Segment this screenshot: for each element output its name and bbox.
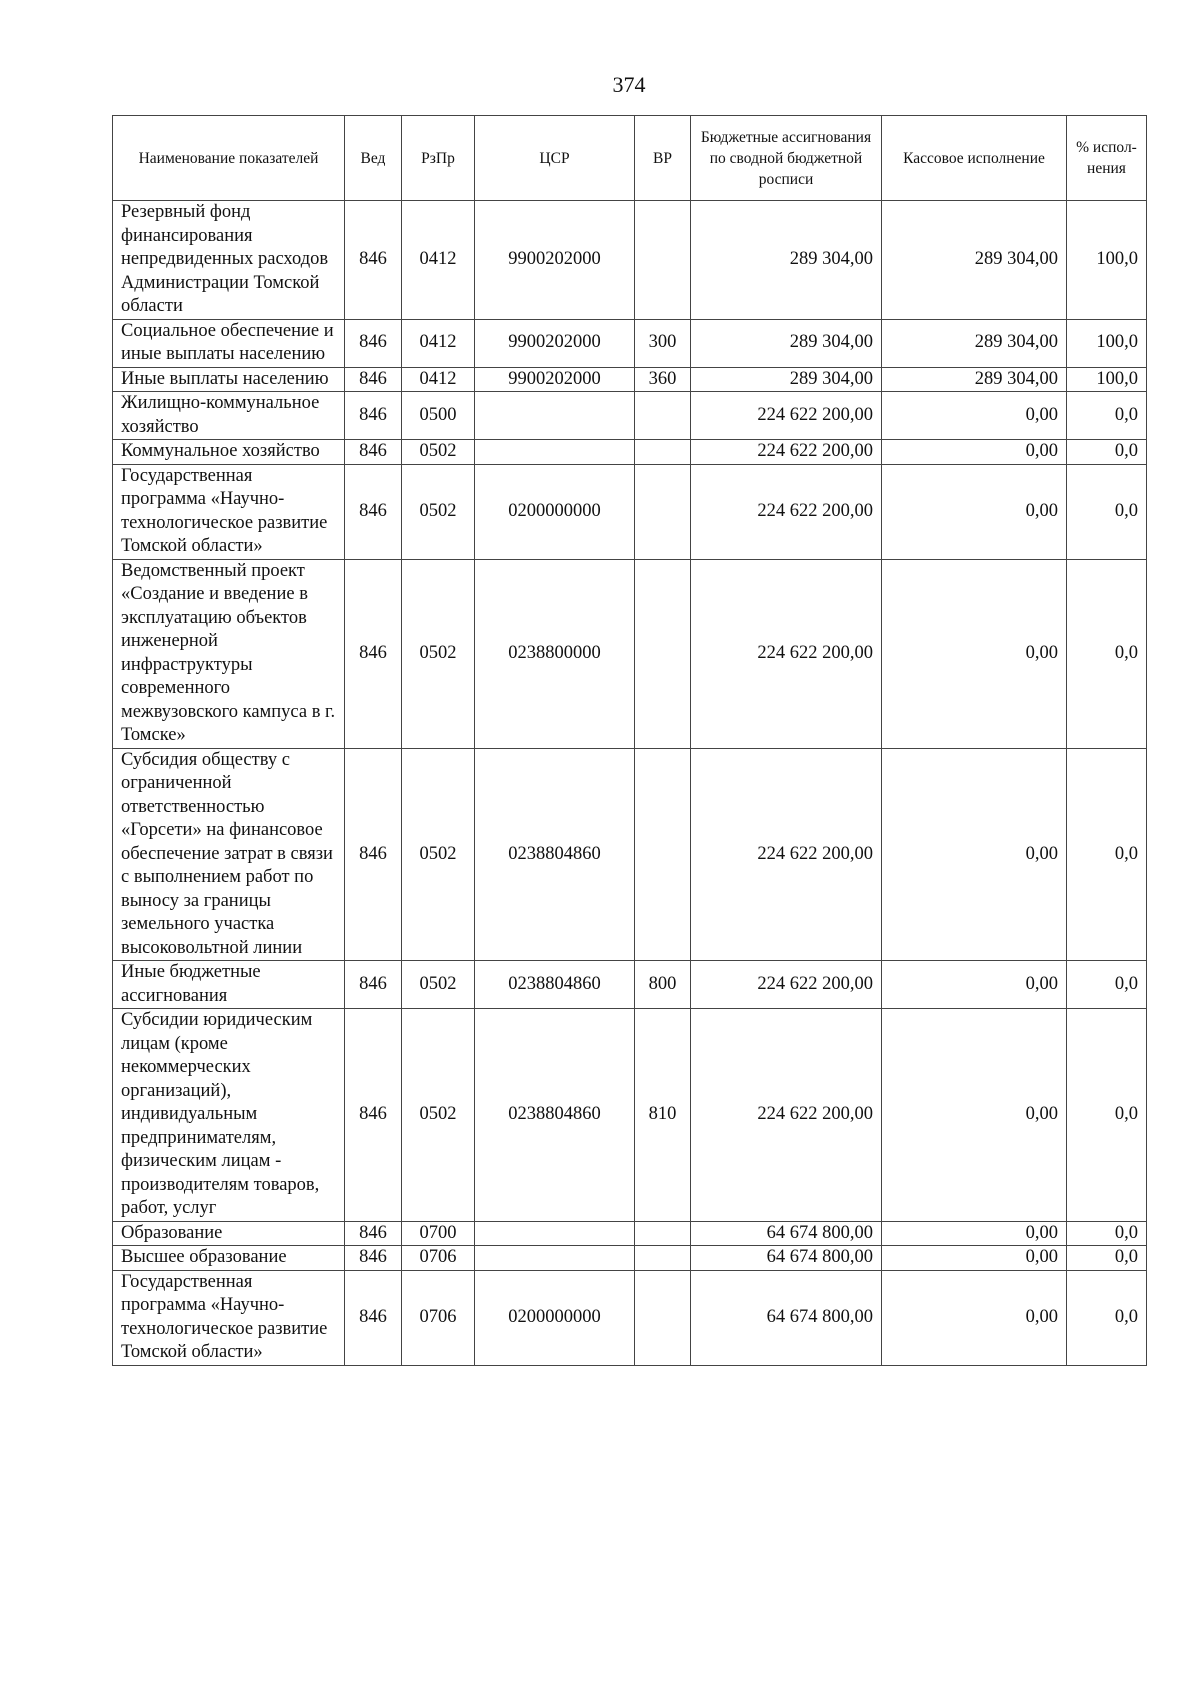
row-csr	[475, 392, 635, 440]
table-row	[113, 367, 1147, 392]
row-executed: 0,00	[882, 440, 1067, 465]
row-rzpr: 0412	[402, 201, 475, 320]
row-name: Государственная программа «Научно-технологическое развитие Томской области»	[113, 1270, 345, 1365]
row-allocation: 224 622 200,00	[691, 1009, 882, 1222]
table-header-row	[113, 116, 1147, 201]
row-vr	[635, 748, 691, 961]
budget-table	[112, 115, 1147, 1366]
header-allocation: Бюджетные ассигнования по сводной бюджетной росписи	[691, 116, 882, 201]
row-ved: 846	[345, 1246, 402, 1271]
header-vr: ВР	[635, 116, 691, 201]
row-ved: 846	[345, 1270, 402, 1365]
row-csr	[475, 1246, 635, 1271]
row-allocation: 64 674 800,00	[691, 1270, 882, 1365]
row-rzpr: 0502	[402, 748, 475, 961]
row-executed: 0,00	[882, 1246, 1067, 1271]
row-name: Государственная программа «Научно-технологическое развитие Томской области»	[113, 464, 345, 559]
row-ved: 846	[345, 367, 402, 392]
row-rzpr: 0500	[402, 392, 475, 440]
table-row	[113, 201, 1147, 320]
row-name: Субсидии юридическим лицам (кроме некоммерческих организаций), индивидуальным предпринимателям, физическим лицам - производителям товаров, работ, услуг	[113, 1009, 345, 1222]
row-name: Резервный фонд финансирования непредвиденных расходов Администрации Томской области	[113, 201, 345, 320]
row-name: Жилищно-коммунальное хозяйство	[113, 392, 345, 440]
row-allocation: 224 622 200,00	[691, 392, 882, 440]
row-executed: 0,00	[882, 559, 1067, 748]
row-csr: 0238800000	[475, 559, 635, 748]
row-name: Ведомственный проект «Создание и введение в эксплуатацию объектов инженерной инфраструктуры современного межвузовского кампуса в г. Томске»	[113, 559, 345, 748]
row-executed: 289 304,00	[882, 201, 1067, 320]
row-rzpr: 0502	[402, 440, 475, 465]
table-row	[113, 319, 1147, 367]
row-csr: 0200000000	[475, 1270, 635, 1365]
row-rzpr: 0706	[402, 1246, 475, 1271]
row-rzpr: 0502	[402, 1009, 475, 1222]
row-vr	[635, 1221, 691, 1246]
page-number: 374	[612, 72, 646, 97]
row-percent: 100,0	[1067, 201, 1147, 320]
table-row	[113, 1246, 1147, 1271]
row-vr	[635, 1246, 691, 1271]
header-name: Наименование показателей	[113, 116, 345, 201]
row-csr: 9900202000	[475, 319, 635, 367]
row-percent: 100,0	[1067, 319, 1147, 367]
row-executed: 289 304,00	[882, 319, 1067, 367]
row-rzpr: 0502	[402, 961, 475, 1009]
row-ved: 846	[345, 392, 402, 440]
row-vr	[635, 559, 691, 748]
row-ved: 846	[345, 201, 402, 320]
row-percent: 0,0	[1067, 1246, 1147, 1271]
table-row	[113, 1270, 1147, 1365]
row-rzpr: 0700	[402, 1221, 475, 1246]
row-vr: 360	[635, 367, 691, 392]
header-csr: ЦСР	[475, 116, 635, 201]
row-csr: 0238804860	[475, 748, 635, 961]
row-csr: 0200000000	[475, 464, 635, 559]
row-allocation: 224 622 200,00	[691, 961, 882, 1009]
row-rzpr: 0412	[402, 319, 475, 367]
row-percent: 0,0	[1067, 1221, 1147, 1246]
row-ved: 846	[345, 464, 402, 559]
table-row	[113, 961, 1147, 1009]
row-executed: 0,00	[882, 1009, 1067, 1222]
row-allocation: 289 304,00	[691, 319, 882, 367]
header-executed: Кассовое исполнение	[882, 116, 1067, 201]
row-name: Образование	[113, 1221, 345, 1246]
row-percent: 100,0	[1067, 367, 1147, 392]
row-name: Коммунальное хозяйство	[113, 440, 345, 465]
row-percent: 0,0	[1067, 464, 1147, 559]
row-allocation: 224 622 200,00	[691, 748, 882, 961]
row-vr	[635, 464, 691, 559]
row-vr: 300	[635, 319, 691, 367]
table-row	[113, 440, 1147, 465]
row-percent: 0,0	[1067, 559, 1147, 748]
row-ved: 846	[345, 1221, 402, 1246]
row-executed: 0,00	[882, 392, 1067, 440]
table-row	[113, 559, 1147, 748]
row-ved: 846	[345, 559, 402, 748]
row-allocation: 289 304,00	[691, 367, 882, 392]
row-percent: 0,0	[1067, 1009, 1147, 1222]
row-percent: 0,0	[1067, 440, 1147, 465]
row-name: Субсидия обществу с ограниченной ответственностью «Горсети» на финансовое обеспечение затрат в связи с выполнением работ по выносу за границы земельного участка высоковольтной линии	[113, 748, 345, 961]
table-row	[113, 1221, 1147, 1246]
row-rzpr: 0502	[402, 464, 475, 559]
row-ved: 846	[345, 748, 402, 961]
row-vr	[635, 201, 691, 320]
row-csr: 9900202000	[475, 367, 635, 392]
row-rzpr: 0412	[402, 367, 475, 392]
row-executed: 289 304,00	[882, 367, 1067, 392]
row-csr	[475, 440, 635, 465]
header-rzpr: РзПр	[402, 116, 475, 201]
row-percent: 0,0	[1067, 961, 1147, 1009]
row-vr	[635, 440, 691, 465]
header-ved: Вед	[345, 116, 402, 201]
row-csr	[475, 1221, 635, 1246]
row-vr: 810	[635, 1009, 691, 1222]
row-executed: 0,00	[882, 464, 1067, 559]
row-executed: 0,00	[882, 961, 1067, 1009]
row-allocation: 224 622 200,00	[691, 464, 882, 559]
row-executed: 0,00	[882, 1221, 1067, 1246]
row-percent: 0,0	[1067, 748, 1147, 961]
row-name: Высшее образование	[113, 1246, 345, 1271]
row-ved: 846	[345, 319, 402, 367]
row-allocation: 224 622 200,00	[691, 559, 882, 748]
row-allocation: 64 674 800,00	[691, 1221, 882, 1246]
row-vr	[635, 1270, 691, 1365]
row-ved: 846	[345, 440, 402, 465]
row-allocation: 289 304,00	[691, 201, 882, 320]
row-vr: 800	[635, 961, 691, 1009]
row-rzpr: 0502	[402, 559, 475, 748]
row-csr: 0238804860	[475, 961, 635, 1009]
table-row	[113, 464, 1147, 559]
row-csr: 0238804860	[475, 1009, 635, 1222]
header-percent: % испол-нения	[1067, 116, 1147, 201]
table-row	[113, 392, 1147, 440]
table-row	[113, 748, 1147, 961]
row-name: Социальное обеспечение и иные выплаты населению	[113, 319, 345, 367]
row-rzpr: 0706	[402, 1270, 475, 1365]
table-row	[113, 1009, 1147, 1222]
row-percent: 0,0	[1067, 1270, 1147, 1365]
row-ved: 846	[345, 1009, 402, 1222]
row-executed: 0,00	[882, 748, 1067, 961]
row-percent: 0,0	[1067, 392, 1147, 440]
row-vr	[635, 392, 691, 440]
row-allocation: 64 674 800,00	[691, 1246, 882, 1271]
row-executed: 0,00	[882, 1270, 1067, 1365]
row-ved: 846	[345, 961, 402, 1009]
row-name: Иные выплаты населению	[113, 367, 345, 392]
row-name: Иные бюджетные ассигнования	[113, 961, 345, 1009]
row-allocation: 224 622 200,00	[691, 440, 882, 465]
row-csr: 9900202000	[475, 201, 635, 320]
